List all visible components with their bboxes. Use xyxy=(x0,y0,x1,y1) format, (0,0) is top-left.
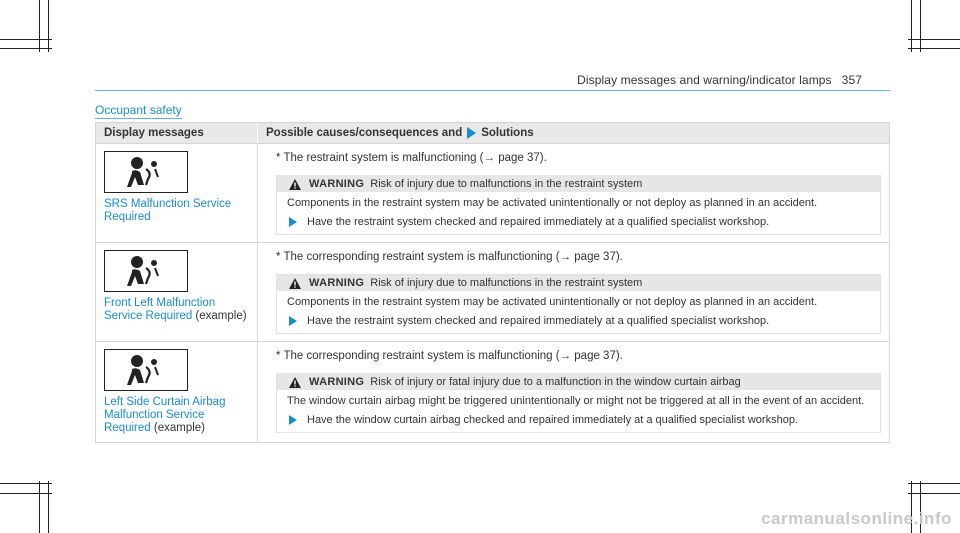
warning-label: WARNING xyxy=(309,178,365,190)
warning-triangle-icon xyxy=(289,278,301,289)
action-text: Have the window curtain airbag checked and repaired immediately at a qualified specialist workshop. xyxy=(307,414,798,426)
message-cell xyxy=(96,243,258,341)
warning-box xyxy=(276,175,881,235)
warning-label: WARNING xyxy=(309,277,365,289)
crop-mark xyxy=(39,0,40,52)
action-arrow-icon xyxy=(289,217,297,227)
col-header-messages: Display messages xyxy=(96,123,258,143)
action-arrow-icon xyxy=(289,316,297,326)
warning-header xyxy=(277,176,880,192)
action-step xyxy=(287,413,870,427)
action-step xyxy=(287,215,870,229)
col-header-causes-label: Possible causes/consequences and xyxy=(266,127,463,139)
crop-mark xyxy=(908,493,960,494)
warning-text: The window curtain airbag might be triggered unintentionally or might not be triggered at all in the event of an accident. xyxy=(287,395,865,407)
message-text: SRS Malfunction Service Required xyxy=(104,198,232,223)
warning-body xyxy=(277,390,880,432)
action-text: Have the restraint system checked and repaired immediately at a qualified specialist workshop. xyxy=(307,216,770,228)
crop-mark xyxy=(0,39,52,40)
warning-box xyxy=(276,373,881,433)
message-cell xyxy=(96,144,258,242)
section-title: Occupant safety xyxy=(95,103,182,117)
message-example: (example) xyxy=(195,310,247,322)
crop-mark xyxy=(48,481,49,533)
warning-triangle-icon xyxy=(289,377,301,388)
warning-header xyxy=(277,275,880,291)
warning-title: Risk of injury due to malfunctions in the restraint system xyxy=(370,178,643,190)
warning-header xyxy=(277,374,880,390)
warning-title: Risk of injury or fatal injury due to a malfunction in the window curtain airbag xyxy=(370,376,741,388)
header-rule xyxy=(95,90,890,91)
display-message xyxy=(104,297,249,323)
col-header-solutions-label: Solutions xyxy=(481,127,534,139)
airbag-icon xyxy=(104,151,188,193)
warning-title: Risk of injury due to malfunctions in the restraint system xyxy=(370,277,643,289)
table-row xyxy=(96,143,889,242)
cause-cell xyxy=(258,342,889,442)
cause-cell xyxy=(258,243,889,341)
table-row xyxy=(96,341,889,442)
crop-mark xyxy=(908,48,960,49)
airbag-icon xyxy=(104,349,188,391)
table-row xyxy=(96,242,889,341)
cause-text: * The corresponding restraint system is malfunctioning (→ page 37). xyxy=(276,251,623,263)
cause-cell xyxy=(258,144,889,242)
warning-body xyxy=(277,291,880,333)
message-text: Front Left Malfunction Service Required xyxy=(104,297,216,322)
action-arrow-icon xyxy=(467,127,476,139)
crop-mark xyxy=(920,0,921,52)
page-number: 357 xyxy=(841,73,862,87)
cause-text: * The corresponding restraint system is malfunctioning (→ page 37). xyxy=(276,350,623,362)
warning-triangle-icon xyxy=(289,179,301,190)
crop-mark xyxy=(0,483,52,484)
crop-mark xyxy=(48,0,49,52)
warning-box xyxy=(276,274,881,334)
warning-body xyxy=(277,192,880,234)
action-text: Have the restraint system checked and repaired immediately at a qualified specialist workshop. xyxy=(307,315,770,327)
col-header-causes xyxy=(258,123,889,143)
crop-mark xyxy=(39,481,40,533)
crop-mark xyxy=(0,48,52,49)
airbag-icon xyxy=(104,250,188,292)
page-header xyxy=(577,73,862,87)
crop-mark xyxy=(908,483,960,484)
cause-text: * The restraint system is malfunctioning (→ page 37). xyxy=(276,152,547,164)
message-cell xyxy=(96,342,258,442)
action-arrow-icon xyxy=(289,415,297,425)
message-text: Left Side Curtain Airbag Malfunction Service Required xyxy=(104,396,226,434)
display-message xyxy=(104,198,249,224)
display-message xyxy=(104,396,249,435)
watermark: carmanualsonline.info xyxy=(761,509,952,528)
crop-mark xyxy=(908,39,960,40)
warning-text: Components in the restraint system may be activated unintentionally or not deploy as planned in an accident. xyxy=(287,197,818,209)
header-title: Display messages and warning/indicator lamps xyxy=(577,73,832,87)
table-header xyxy=(96,123,889,143)
crop-mark xyxy=(0,493,52,494)
warning-label: WARNING xyxy=(309,376,365,388)
message-example: (example) xyxy=(153,422,206,434)
action-step xyxy=(287,314,870,328)
warning-text: Components in the restraint system may be activated unintentionally or not deploy as planned in an accident. xyxy=(287,296,818,308)
crop-mark xyxy=(911,0,912,52)
messages-table xyxy=(95,122,890,443)
